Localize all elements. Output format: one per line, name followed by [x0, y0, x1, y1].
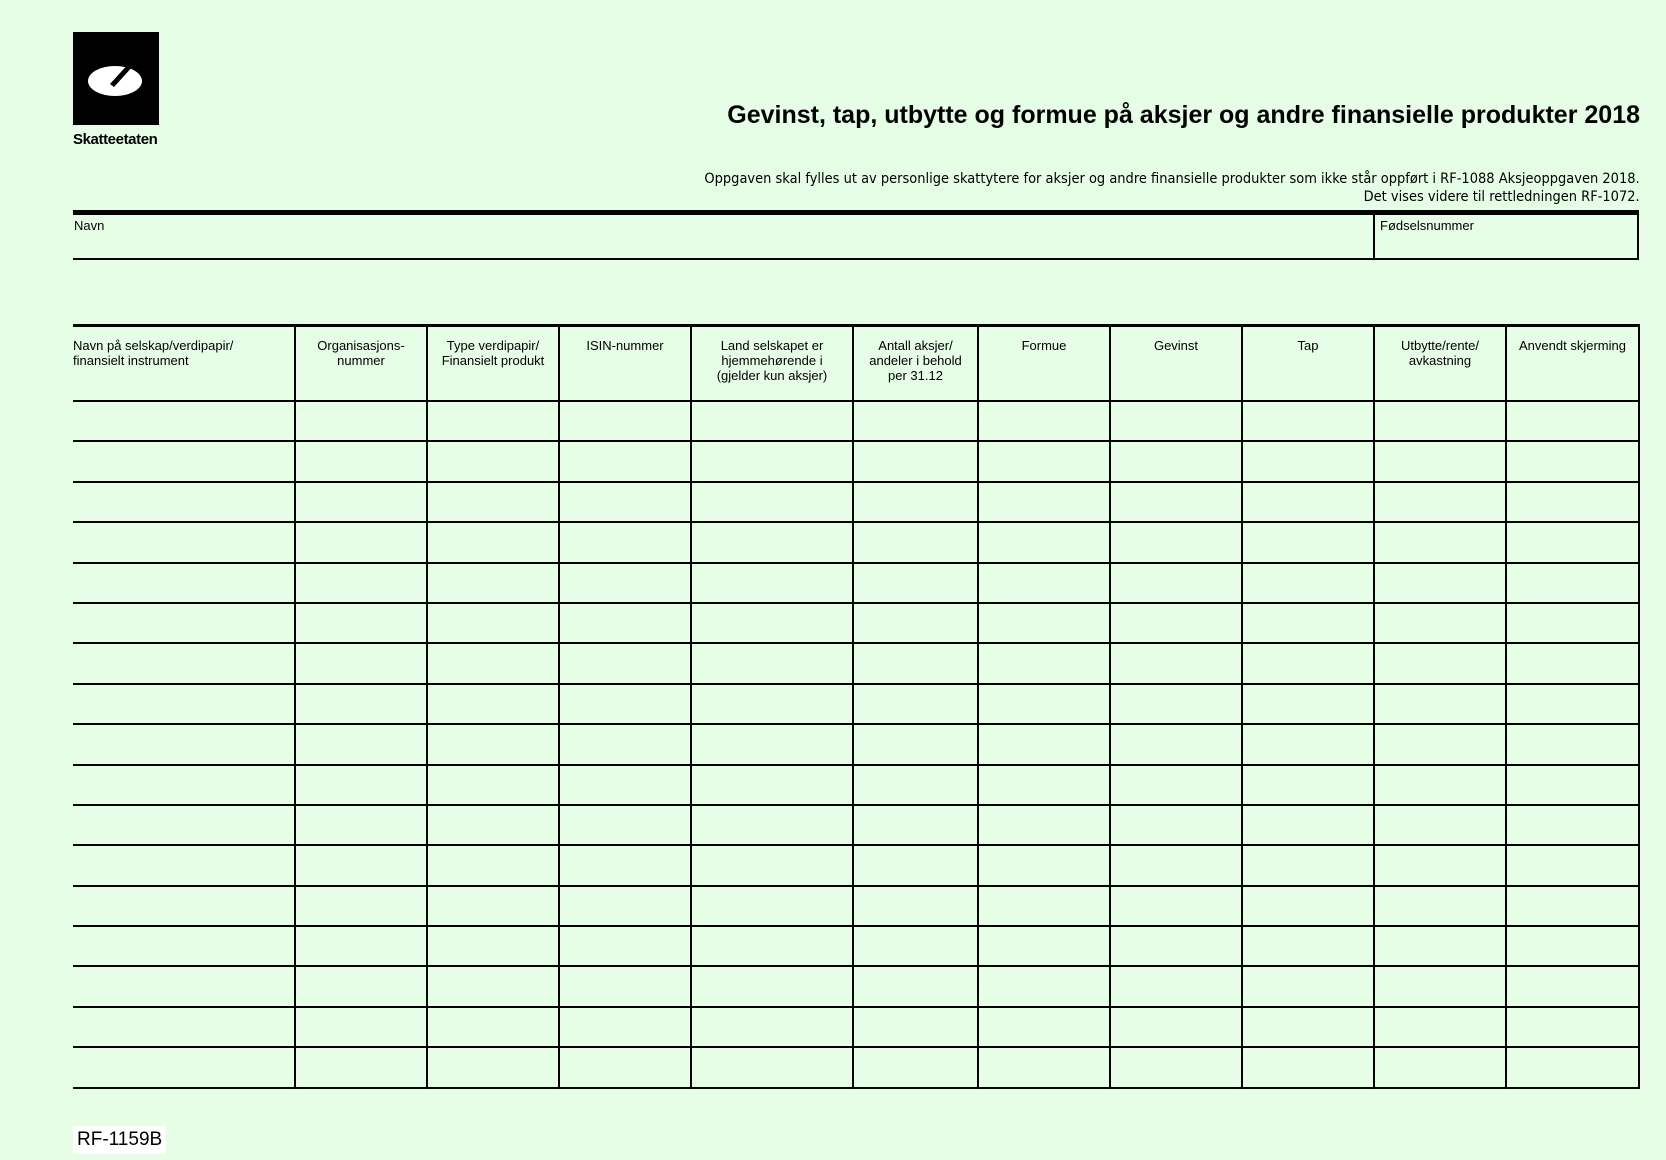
table-cell[interactable] — [1506, 603, 1639, 643]
table-cell[interactable] — [853, 603, 978, 643]
table-cell[interactable] — [978, 765, 1110, 805]
table-cell[interactable] — [1242, 1047, 1374, 1087]
table-cell[interactable] — [691, 401, 853, 441]
table-cell[interactable] — [853, 684, 978, 724]
table-cell[interactable] — [853, 563, 978, 603]
table-cell[interactable] — [73, 805, 295, 845]
table-cell[interactable] — [853, 845, 978, 885]
table-cell[interactable] — [1110, 563, 1242, 603]
table-cell[interactable] — [427, 603, 559, 643]
table-cell[interactable] — [1506, 401, 1639, 441]
table-cell[interactable] — [691, 765, 853, 805]
table-cell[interactable] — [427, 684, 559, 724]
table-cell[interactable] — [559, 805, 691, 845]
birth-number-field[interactable] — [1375, 215, 1639, 258]
table-cell[interactable] — [427, 563, 559, 603]
table-cell[interactable] — [1506, 643, 1639, 683]
table-cell[interactable] — [559, 926, 691, 966]
table-cell[interactable] — [853, 926, 978, 966]
table-cell[interactable] — [427, 401, 559, 441]
table-cell[interactable] — [1506, 482, 1639, 522]
table-cell[interactable] — [978, 482, 1110, 522]
table-cell[interactable] — [73, 684, 295, 724]
column-header — [1110, 326, 1242, 402]
table-cell[interactable] — [1506, 563, 1639, 603]
table-cell[interactable] — [978, 563, 1110, 603]
table-cell[interactable] — [978, 966, 1110, 1006]
table-cell[interactable] — [853, 1047, 978, 1087]
table-cell[interactable] — [427, 643, 559, 683]
column-header-line: Type verdipapir/ — [446, 338, 540, 353]
table-cell[interactable] — [73, 1007, 295, 1047]
table-cell[interactable] — [559, 482, 691, 522]
table-cell[interactable] — [1506, 1007, 1639, 1047]
name-field[interactable] — [73, 215, 1375, 258]
table-cell[interactable] — [978, 603, 1110, 643]
table-cell[interactable] — [73, 1047, 295, 1087]
table-row — [73, 603, 1639, 643]
table-cell[interactable] — [1374, 482, 1506, 522]
table-cell[interactable] — [427, 1047, 559, 1087]
table-cell[interactable] — [691, 1047, 853, 1087]
table-cell[interactable] — [1242, 805, 1374, 845]
table-cell[interactable] — [1374, 401, 1506, 441]
table-cell[interactable] — [295, 765, 427, 805]
table-row — [73, 1007, 1639, 1047]
table-cell[interactable] — [73, 522, 295, 562]
table-cell[interactable] — [295, 1047, 427, 1087]
table-cell[interactable] — [1110, 522, 1242, 562]
table-row — [73, 886, 1639, 926]
table-cell[interactable] — [1242, 522, 1374, 562]
table-cell[interactable] — [73, 603, 295, 643]
table-cell[interactable] — [559, 1007, 691, 1047]
table-cell[interactable] — [1374, 765, 1506, 805]
table-cell[interactable] — [1242, 886, 1374, 926]
column-header-line: Finansielt produkt — [441, 353, 545, 368]
table-row — [73, 926, 1639, 966]
column-header-line: nummer — [337, 353, 385, 368]
table-cell[interactable] — [1110, 603, 1242, 643]
table-cell[interactable] — [295, 886, 427, 926]
table-cell[interactable] — [1506, 724, 1639, 764]
table-cell[interactable] — [978, 886, 1110, 926]
table-row — [73, 845, 1639, 885]
table-cell[interactable] — [691, 886, 853, 926]
table-cell[interactable] — [1110, 482, 1242, 522]
table-cell[interactable] — [691, 845, 853, 885]
table-row — [73, 724, 1639, 764]
table-cell[interactable] — [73, 845, 295, 885]
table-cell[interactable] — [1242, 441, 1374, 481]
table-row — [73, 684, 1639, 724]
column-header-line: Organisasjons- — [317, 338, 405, 353]
table-cell[interactable] — [1110, 643, 1242, 683]
table-cell[interactable] — [1242, 724, 1374, 764]
table-cell[interactable] — [1374, 845, 1506, 885]
column-header — [978, 326, 1110, 402]
table-cell[interactable] — [1506, 886, 1639, 926]
table-cell[interactable] — [1242, 643, 1374, 683]
table-cell[interactable] — [559, 886, 691, 926]
table-cell[interactable] — [691, 643, 853, 683]
column-header — [559, 326, 691, 402]
table-cell[interactable] — [978, 926, 1110, 966]
column-header-line: (gjelder kun aksjer) — [716, 368, 828, 383]
table-cell[interactable] — [295, 563, 427, 603]
subtitle-line-1: Oppgaven skal fylles ut av personlige skattytere for aksjer og andre finansielle produkter som ikke står oppført i RF-1088 Aksjeoppgaven 2018. — [704, 171, 1640, 187]
column-header-line: Utbytte/rente/ — [1400, 338, 1480, 353]
table-cell[interactable] — [295, 482, 427, 522]
table-cell[interactable] — [1506, 522, 1639, 562]
table-cell[interactable] — [1110, 684, 1242, 724]
column-header-line: Formue — [1021, 338, 1067, 353]
subtitle-line-2: Det vises videre til rettledningen RF-1072. — [1363, 189, 1640, 205]
column-header-line: Tap — [1297, 338, 1319, 353]
table-cell[interactable] — [1374, 684, 1506, 724]
column-header-line: ISIN-nummer — [586, 338, 664, 353]
table-cell[interactable] — [1110, 966, 1242, 1006]
table-cell[interactable] — [427, 926, 559, 966]
table-cell[interactable] — [295, 603, 427, 643]
table-cell[interactable] — [1506, 1047, 1639, 1087]
table-row — [73, 765, 1639, 805]
table-cell[interactable] — [853, 724, 978, 764]
table-cell[interactable] — [1506, 805, 1639, 845]
table-cell[interactable] — [1242, 603, 1374, 643]
table-cell[interactable] — [1374, 724, 1506, 764]
table-cell[interactable] — [1110, 724, 1242, 764]
table-cell[interactable] — [1242, 926, 1374, 966]
table-cell[interactable] — [691, 522, 853, 562]
table-cell[interactable] — [1374, 926, 1506, 966]
column-header — [427, 326, 559, 402]
table-cell[interactable] — [295, 724, 427, 764]
table-cell[interactable] — [295, 805, 427, 845]
table-cell[interactable] — [295, 522, 427, 562]
table-cell[interactable] — [853, 643, 978, 683]
table-cell[interactable] — [559, 724, 691, 764]
table-cell[interactable] — [978, 643, 1110, 683]
table-cell[interactable] — [1374, 441, 1506, 481]
table-cell[interactable] — [1506, 966, 1639, 1006]
table-row — [73, 563, 1639, 603]
table-cell[interactable] — [1110, 886, 1242, 926]
table-cell[interactable] — [1110, 1047, 1242, 1087]
table-body — [73, 401, 1639, 1088]
table-cell[interactable] — [1110, 401, 1242, 441]
column-header-line: andeler i behold — [869, 353, 962, 368]
table-cell[interactable] — [1242, 845, 1374, 885]
table-cell[interactable] — [853, 966, 978, 1006]
table-cell[interactable] — [691, 441, 853, 481]
form-code: RF-1159B — [73, 1126, 166, 1154]
table-cell[interactable] — [1506, 684, 1639, 724]
table-cell[interactable] — [691, 563, 853, 603]
name-field-label: Navn — [74, 218, 105, 233]
table-cell[interactable] — [1506, 441, 1639, 481]
logo-mark — [73, 32, 159, 125]
column-header — [73, 326, 295, 402]
table-cell[interactable] — [295, 643, 427, 683]
table-cell[interactable] — [978, 522, 1110, 562]
table-cell[interactable] — [1110, 805, 1242, 845]
table-cell[interactable] — [1242, 684, 1374, 724]
table-cell[interactable] — [559, 643, 691, 683]
table-cell[interactable] — [559, 966, 691, 1006]
table-cell[interactable] — [691, 482, 853, 522]
table-row — [73, 1047, 1639, 1087]
table-cell[interactable] — [427, 1007, 559, 1047]
table-cell[interactable] — [853, 805, 978, 845]
table-cell[interactable] — [853, 482, 978, 522]
table-cell[interactable] — [73, 765, 295, 805]
column-header-line: avkastning — [1408, 353, 1472, 368]
column-header — [1506, 326, 1639, 402]
table-cell[interactable] — [978, 724, 1110, 764]
table-cell[interactable] — [73, 886, 295, 926]
table-cell[interactable] — [1374, 563, 1506, 603]
table-cell[interactable] — [73, 482, 295, 522]
table-cell[interactable] — [427, 522, 559, 562]
table-cell[interactable] — [1110, 845, 1242, 885]
identity-fields — [73, 210, 1639, 260]
skatteetaten-logo — [73, 32, 159, 148]
table-cell[interactable] — [853, 886, 978, 926]
table-cell[interactable] — [978, 845, 1110, 885]
table-cell[interactable] — [559, 563, 691, 603]
table-cell[interactable] — [691, 724, 853, 764]
table-row — [73, 522, 1639, 562]
page-title: Gevinst, tap, utbytte og formue på aksjer og andre finansielle produkter 2018 — [727, 101, 1640, 129]
column-header-line: Land selskapet er — [720, 338, 824, 353]
table-cell[interactable] — [73, 563, 295, 603]
table-cell[interactable] — [73, 441, 295, 481]
logo-text: Skatteetaten — [73, 131, 158, 148]
table-cell[interactable] — [691, 805, 853, 845]
table-cell[interactable] — [559, 684, 691, 724]
column-header — [1242, 326, 1374, 402]
table-cell[interactable] — [295, 401, 427, 441]
column-header — [295, 326, 427, 402]
table-cell[interactable] — [73, 401, 295, 441]
table-cell[interactable] — [559, 522, 691, 562]
table-cell[interactable] — [295, 441, 427, 481]
table-cell[interactable] — [559, 845, 691, 885]
column-header-line: hjemmehørende i — [721, 353, 823, 368]
column-header-line: per 31.12 — [888, 368, 943, 383]
column-header-line: finansielt instrument — [73, 353, 189, 368]
table-cell[interactable] — [559, 603, 691, 643]
table-cell[interactable] — [1110, 1007, 1242, 1047]
table-cell[interactable] — [978, 684, 1110, 724]
table-cell[interactable] — [427, 724, 559, 764]
table-cell[interactable] — [1374, 1047, 1506, 1087]
column-header-line: Navn på selskap/verdipapir/ — [73, 338, 234, 353]
table-cell[interactable] — [853, 401, 978, 441]
table-row — [73, 482, 1639, 522]
table-cell[interactable] — [1242, 563, 1374, 603]
table-header-row — [73, 326, 1639, 402]
table-cell[interactable] — [427, 805, 559, 845]
table-cell[interactable] — [1242, 966, 1374, 1006]
table-cell[interactable] — [1374, 603, 1506, 643]
table-row — [73, 441, 1639, 481]
table-cell[interactable] — [978, 1007, 1110, 1047]
table-cell[interactable] — [427, 845, 559, 885]
table-row — [73, 401, 1639, 441]
table-cell[interactable] — [1374, 966, 1506, 1006]
table-cell[interactable] — [1374, 1007, 1506, 1047]
table-cell[interactable] — [691, 603, 853, 643]
table-cell[interactable] — [1374, 886, 1506, 926]
table-cell[interactable] — [295, 845, 427, 885]
table-cell[interactable] — [853, 765, 978, 805]
table-cell[interactable] — [1242, 401, 1374, 441]
page-subtitle — [705, 170, 1640, 206]
table-cell[interactable] — [427, 886, 559, 926]
table-cell[interactable] — [691, 966, 853, 1006]
column-header — [691, 326, 853, 402]
table-cell[interactable] — [427, 441, 559, 481]
table-cell[interactable] — [559, 441, 691, 481]
table-cell[interactable] — [295, 1007, 427, 1047]
column-header-line: Antall aksjer/ — [878, 338, 953, 353]
table-cell[interactable] — [559, 765, 691, 805]
table-cell[interactable] — [853, 441, 978, 481]
table-cell[interactable] — [1506, 926, 1639, 966]
table-cell[interactable] — [853, 1007, 978, 1047]
table-cell[interactable] — [978, 805, 1110, 845]
table-cell[interactable] — [295, 684, 427, 724]
table-cell[interactable] — [1110, 765, 1242, 805]
table-cell[interactable] — [1242, 482, 1374, 522]
table-cell[interactable] — [1242, 1007, 1374, 1047]
table-cell[interactable] — [73, 643, 295, 683]
column-header — [853, 326, 978, 402]
table-cell[interactable] — [1374, 522, 1506, 562]
table-cell[interactable] — [1374, 805, 1506, 845]
column-header — [1374, 326, 1506, 402]
table-row — [73, 643, 1639, 683]
table-cell[interactable] — [73, 966, 295, 1006]
table-cell[interactable] — [427, 765, 559, 805]
table-row — [73, 805, 1639, 845]
securities-table — [73, 324, 1640, 1089]
table-cell[interactable] — [73, 724, 295, 764]
table-cell[interactable] — [978, 441, 1110, 481]
table-cell[interactable] — [427, 966, 559, 1006]
table-cell[interactable] — [295, 926, 427, 966]
table-cell[interactable] — [978, 1047, 1110, 1087]
table-cell[interactable] — [691, 684, 853, 724]
table-cell[interactable] — [1374, 643, 1506, 683]
table-row — [73, 966, 1639, 1006]
table-cell[interactable] — [1242, 765, 1374, 805]
table-cell[interactable] — [1506, 845, 1639, 885]
table-cell[interactable] — [691, 1007, 853, 1047]
table-cell[interactable] — [1110, 441, 1242, 481]
table-cell[interactable] — [295, 966, 427, 1006]
table-cell[interactable] — [1506, 765, 1639, 805]
column-header-line: Anvendt skjerming — [1519, 338, 1626, 353]
table-cell[interactable] — [559, 401, 691, 441]
table-cell[interactable] — [73, 926, 295, 966]
table-cell[interactable] — [559, 1047, 691, 1087]
column-header-line: Gevinst — [1153, 338, 1199, 353]
table-cell[interactable] — [427, 482, 559, 522]
table-cell[interactable] — [1110, 926, 1242, 966]
table-cell[interactable] — [691, 926, 853, 966]
table-cell[interactable] — [978, 401, 1110, 441]
table-cell[interactable] — [853, 522, 978, 562]
birth-number-field-label: Fødselsnummer — [1380, 218, 1474, 233]
